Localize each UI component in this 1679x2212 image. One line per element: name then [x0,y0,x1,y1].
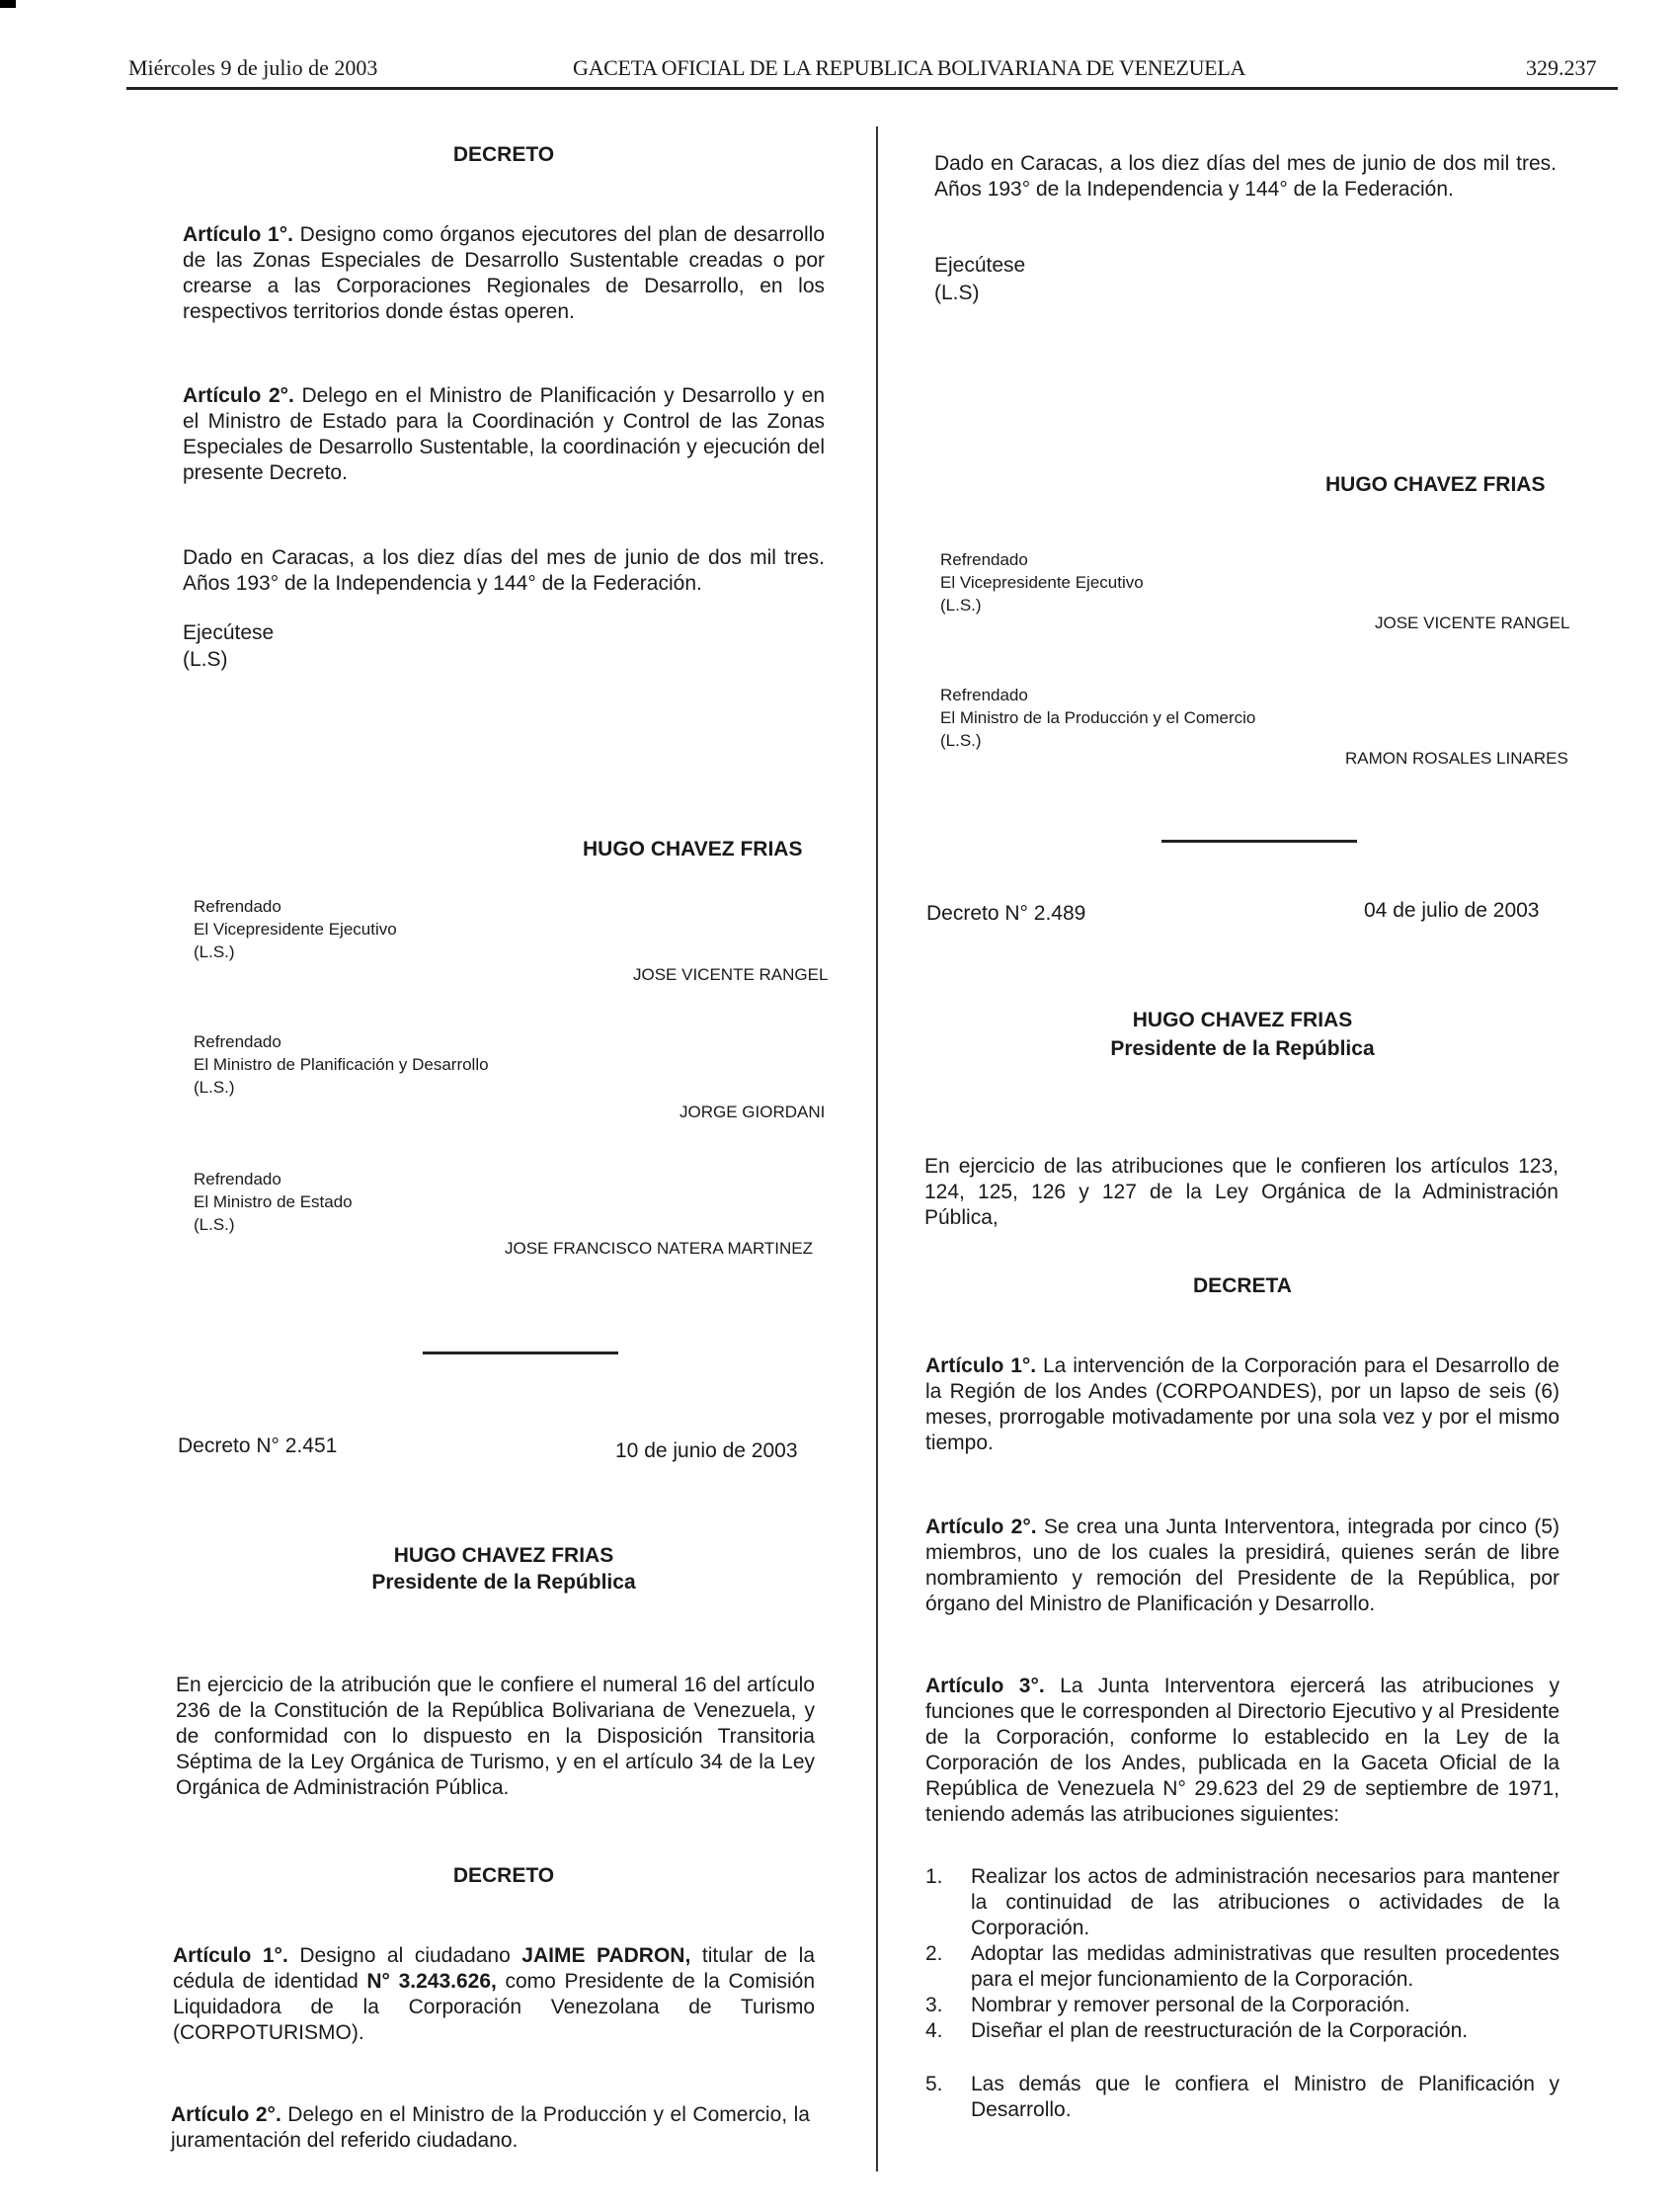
ejecutese-right: Ejecútese [934,254,1026,277]
decreto-heading-2: DECRETO [452,1864,555,1887]
president-block-right [926,1006,1559,1063]
header-rule [126,87,1618,90]
refrendado-office: El Ministro de Estado [194,1192,353,1211]
header-page-number: 329.237 [1526,55,1597,80]
dado-en-caracas-right: Dado en Caracas, a los diez días del mes de junio de dos mil tres. Años 193° de la Independencia y 144° de la Federación. [934,152,1557,201]
decree-number-right: Decreto N° 2.489 [926,902,1086,925]
article-label: Artículo 1°. [925,1354,1037,1377]
refrendado-block-1 [194,895,397,963]
list-item [925,2018,1559,2044]
refrendado-label: Refrendado [940,550,1028,569]
refrendado-office: El Ministro de Planificación y Desarrollo [194,1055,489,1074]
list-item [925,1993,1559,2018]
list-text: Las demás que le confiera el Ministro de Planificación y Desarrollo. [971,2073,1559,2121]
refrendado-ls: (L.S.) [194,1078,235,1097]
list-number: 2. [925,1942,943,1965]
refrendado-name-2: JORGE GIORDANI [680,1103,826,1121]
id-number: N° 3.243.626, [366,1970,497,1993]
refrendado-label: Refrendado [194,1032,281,1051]
article-text: titular de la cédula de identidad [173,1944,816,1993]
article-text: Delego en el Ministro de la Producción y el Comercio, la juramentación del referido ciudadano. [171,2103,810,2152]
article-2 [183,383,825,486]
article-1-text: Designo como órganos ejecutores del plan de desarrollo de las Zonas Especiales de Desarrollo Sustentable creadas o por crearse a las Corporaciones Regionales de Desarrollo, en los respectivos territorios donde éstas operen. [183,223,825,323]
refrendado-block-2 [194,1030,489,1099]
section-separator-right [1161,840,1357,843]
refrendado-block-right-1 [940,548,1144,616]
refrendado-ls: (L.S.) [194,942,235,961]
refrendado-ls: (L.S.) [940,596,982,614]
refrendado-name-1: JOSE VICENTE RANGEL [633,965,829,984]
refrendado-name-right-1: JOSE VICENTE RANGEL [1375,614,1570,632]
attributions-list [925,1864,1559,2123]
decree-date-right: 04 de julio de 2003 [1364,899,1540,922]
refrendado-label: Refrendado [194,897,281,916]
decree-date: 10 de junio de 2003 [615,1439,798,1462]
header-title: GACETA OFICIAL DE LA REPUBLICA BOLIVARIANA DE VENEZUELA [573,55,1246,80]
refrendado-ls: (L.S.) [940,731,982,750]
president-title: Presidente de la República [371,1571,636,1594]
refrendado-office: El Vicepresidente Ejecutivo [194,920,397,939]
corner-mark [0,0,16,8]
article-text: Designo al ciudadano [287,1944,522,1967]
list-text: Adoptar las medidas administrativas que resulten procedentes para el mejor funcionamiento de la Corporación. [971,1942,1559,1991]
refrendado-ls: (L.S.) [194,1215,235,1234]
article-text: La Junta Interventora ejercerá las atribuciones y funciones que le corresponden al Directorio Ejecutivo y al Presidente de la Corporación, conforme lo establecido en la Ley de la Corporación de los Andes, publicada en la Gaceta Oficial de la República de Venezuela N° 29.623 del 29 de septiembre de 1971, teniendo además las atribuciones siguientes: [925,1675,1559,1826]
refrendado-label: Refrendado [194,1170,281,1188]
list-number: 5. [925,2073,943,2095]
article-text: Se crea una Junta Interventora, integrada por cinco (5) miembros, uno de los cuales la presidirá, quienes serán de libre nombramiento y remoción del Presidente de la República, por órgano del Ministro de Planificación y Desarrollo. [925,1516,1559,1615]
list-number: 4. [925,2019,943,2042]
article-text: como Presidente de la Comisión Liquidadora de la Corporación Venezolana de Turismo (CORPOTURISMO). [173,1970,816,2044]
list-text: Realizar los actos de administración necesarios para mantener la continuidad de las atribuciones o actividades de la Corporación. [971,1865,1559,1939]
header-date: Miércoles 9 de julio de 2003 [128,55,378,80]
preamble: En ejercicio de la atribución que le confiere el numeral 16 del artículo 236 de la Constitución de la República Bolivariana de Venezuela, y de conformidad con lo dispuesto en la Disposición Transitoria Séptima de la Ley Orgánica de Turismo, y en el artículo 34 de la Ley Orgánica de Administración Pública. [176,1674,815,1799]
article-2-label: Artículo 2°. [183,384,294,407]
preamble-right: En ejercicio de las atribuciones que le confieren los artículos 123, 124, 125, 126 y 127 de la Ley Orgánica de la Administración Pública, [924,1155,1559,1229]
president-title: Presidente de la República [1110,1037,1375,1060]
article-1 [183,222,825,325]
decree-2489-article-2 [925,1515,1559,1617]
dado-en-caracas: Dado en Caracas, a los diez días del mes de junio de dos mil tres. Años 193° de la Independencia y 144° de la Federación. [183,546,825,595]
list-item [925,1941,1559,1993]
refrendado-label: Refrendado [940,686,1028,704]
refrendado-office: El Vicepresidente Ejecutivo [940,573,1144,592]
president-name: HUGO CHAVEZ FRIAS [1132,1009,1353,1031]
decree-2451-article-1 [173,1943,815,2046]
list-number: 3. [925,1994,943,2016]
ejecutese: Ejecútese [183,621,275,644]
article-text: La intervención de la Corporación para el Desarrollo de la Región de los Andes (CORPOANDES), por un lapso de seis (6) meses, prorrogable motivadamente por una sola vez y por el mismo tiempo. [925,1354,1559,1454]
refrendado-office: El Ministro de la Producción y el Comercio [940,708,1256,727]
article-2-text: Delego en el Ministro de Planificación y Desarrollo y en el Ministro de Estado para la Coordinación y Control de las Zonas Especiales de Desarrollo Sustentable, la coordinación y ejecución del presente Decreto. [183,384,825,484]
appointee-name: JAIME PADRON, [521,1944,691,1967]
decree-2489-article-3 [925,1674,1559,1828]
decree-number: Decreto N° 2.451 [178,1434,338,1457]
ls-seal-right: (L.S) [934,282,980,304]
refrendado-name-right-2: RAMON ROSALES LINARES [1345,749,1568,768]
decreta-heading: DECRETA [1193,1274,1292,1297]
column-divider [876,126,878,2171]
refrendado-block-right-2 [940,684,1255,752]
president-block [183,1542,825,1596]
list-item [925,1864,1559,1941]
decreto-heading: DECRETO [452,143,555,166]
list-text: Diseñar el plan de reestructuración de la Corporación. [971,2019,1469,2042]
article-label: Artículo 1°. [173,1944,288,1967]
signer-name: HUGO CHAVEZ FRIAS [583,838,803,860]
signer-name-right: HUGO CHAVEZ FRIAS [1325,473,1546,496]
article-label: Artículo 2°. [925,1516,1037,1538]
article-1-label: Artículo 1°. [183,223,293,246]
list-text: Nombrar y remover personal de la Corporación. [971,1994,1410,2016]
article-label: Artículo 3°. [925,1675,1045,1697]
refrendado-block-3 [194,1168,353,1236]
president-name: HUGO CHAVEZ FRIAS [393,1544,614,1567]
refrendado-name-3: JOSE FRANCISCO NATERA MARTINEZ [505,1239,814,1258]
article-label: Artículo 2°. [171,2103,281,2126]
ls-seal: (L.S) [183,648,228,671]
list-number: 1. [925,1865,943,1888]
section-separator [423,1352,618,1354]
list-item [925,2072,1559,2123]
decree-2451-article-2 [171,2102,810,2154]
decree-2489-article-1 [925,1353,1559,1456]
